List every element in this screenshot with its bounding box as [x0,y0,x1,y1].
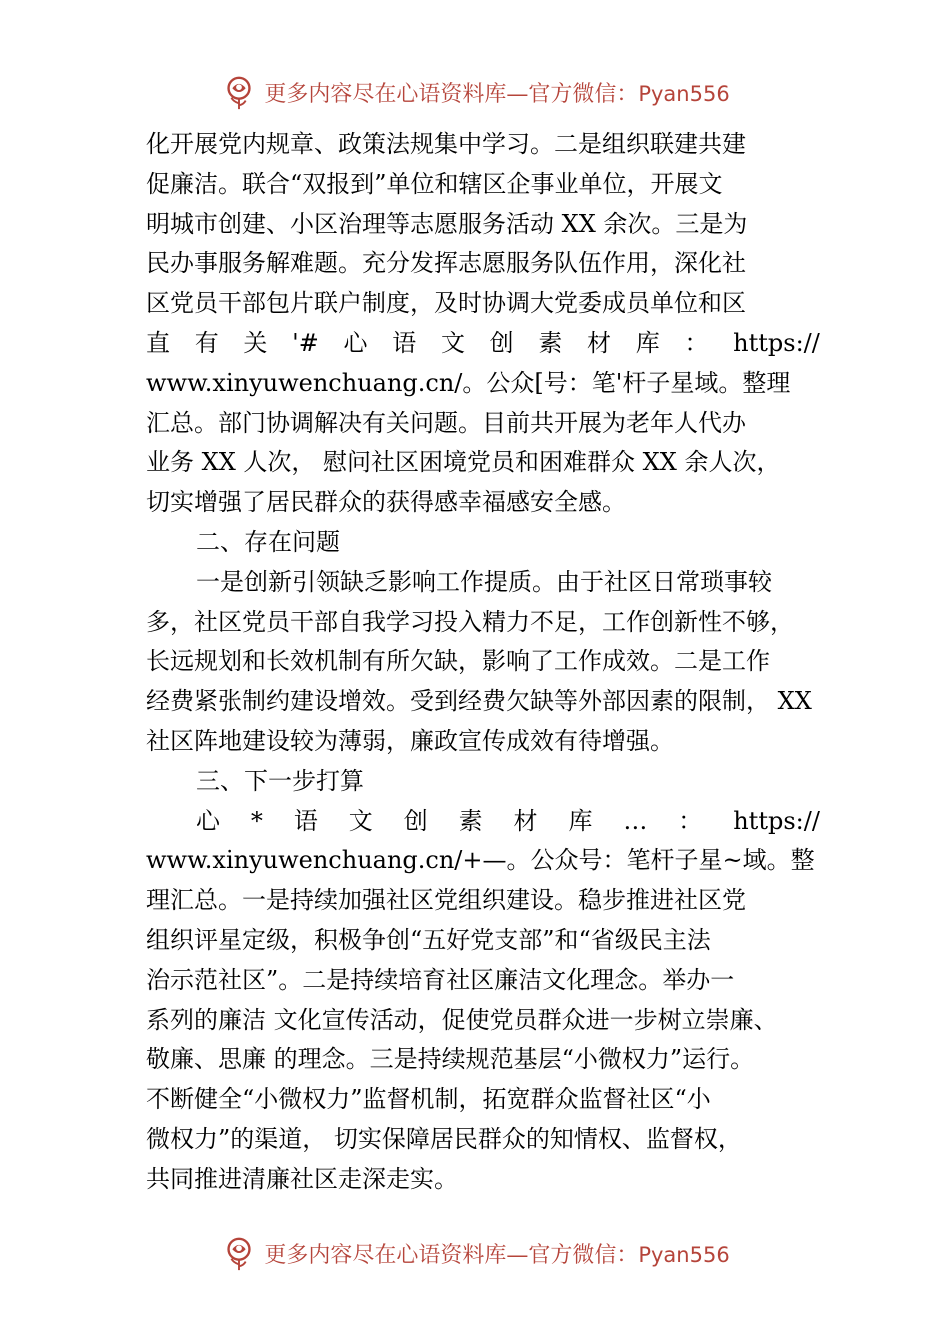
word-token: 库 [568,806,593,835]
section-heading: 二、存在问题 [196,527,340,556]
paragraph-line: 治示范社区”。二是持续培育社区廉洁文化理念。举办一 [146,965,735,994]
paragraph-line: 业务 XX 人次， 慰问社区困境党员和困难群众 XX 余人次， [146,448,781,477]
word-token: ： [684,328,709,357]
paragraph-line: 长远规划和长效机制有所欠缺，影响了工作成效。二是工作 [146,647,770,676]
header-watermark-banner [0,70,950,114]
paragraph-line: 理汇总。一是持续加强社区党组织建设。稳步推进社区党 [146,886,746,915]
word-token: 创 [403,806,428,835]
paragraph-line: 切实增强了居民群众的获得感幸福感安全感。 [146,488,626,517]
word-token: 有 [194,328,219,357]
banner-text: 更多内容尽在心语资料库—官方微信： [264,1242,639,1268]
paragraph-line: 系列的廉洁 文化宣传活动，促使党员群众进一步树立崇廉、 [146,1005,778,1034]
banner-wechat-id: Pyan556 [638,1242,730,1267]
word-token: 语 [293,806,318,835]
paragraph-line-spaced [146,324,820,364]
paragraph-line: 共同推进清廉社区走深走实。 [146,1164,458,1193]
word-token: 库 [635,328,660,357]
banner-wechat-id: Pyan556 [638,81,730,106]
paragraph-line: 经费紧张制约建设增效。受到经费欠缺等外部因素的限制， XX [146,687,812,716]
word-token: … [623,806,648,835]
paragraph-line: 一是创新引领缺乏影响工作提质。由于社区日常琐事较 [196,567,772,596]
paragraph-line-spaced [146,802,820,842]
word-token: 素 [538,328,563,357]
banner-text: 更多内容尽在心语资料库—官方微信： [264,81,639,107]
word-token: https:// [733,806,820,835]
paragraph-line: 化开展党内规章、政策法规集中学习。二是组织联建共建 [146,130,746,158]
word-token: https:// [733,328,820,357]
paragraph-line: www.xinyuwenchuang.cn/+—。公众号：笔杆子星~域。整 [146,846,815,875]
word-token: 材 [587,328,612,357]
paragraph-line: 组织评星定级，积极争创“五好党支部”和“省级民主法 [146,925,711,954]
word-token: 心 [196,806,220,835]
rose-logo-icon [220,73,258,111]
rose-logo-icon [220,1234,258,1272]
word-token: 素 [458,806,483,835]
word-token: 关 [243,328,268,357]
paragraph-line: 多，社区党员干部自我学习投入精力不足，工作创新性不够， [146,607,794,636]
word-token: 直 [146,328,170,357]
paragraph-line: 明城市创建、小区治理等志愿服务活动 XX 余次。三是为 [146,209,748,238]
word-token: 创 [489,328,514,357]
paragraph-line: 微权力”的渠道， 切实保障居民群众的知情权、监督权， [146,1124,742,1153]
footer-watermark-banner [0,1231,950,1275]
paragraph-line: 汇总。部门协调解决有关问题。目前共开展为老年人代办 [146,408,746,437]
word-token: * [250,806,263,835]
word-token: 语 [392,328,417,357]
paragraph-line: 区党员干部包片联户制度，及时协调大党委成员单位和区 [146,289,746,318]
word-token: '# [292,328,319,357]
word-token: 材 [513,806,538,835]
paragraph-line: 民办事服务解难题。充分发挥志愿服务队伍作用，深化社 [146,249,746,278]
paragraph-line: www.xinyuwenchuang.cn/。公众[号：笔'杆子星域。整理 [146,368,791,397]
word-token: 文 [440,328,465,357]
section-heading: 三、下一步打算 [196,766,364,795]
word-token: ： [678,806,703,835]
paragraph-line: 不断健全“小微权力”监督机制，拓宽群众监督社区“小 [146,1085,711,1114]
word-token: 心 [343,328,368,357]
word-token: 文 [348,806,373,835]
paragraph-line: 促廉洁。联合“双报到”单位和辖区企事业单位，开展文 [146,169,723,198]
paragraph-line: 社区阵地建设较为薄弱，廉政宣传成效有待增强。 [146,726,674,755]
document-body [146,125,820,1200]
paragraph-line: 敬廉、思廉 的理念。三是持续规范基层“小微权力”运行。 [146,1045,755,1074]
